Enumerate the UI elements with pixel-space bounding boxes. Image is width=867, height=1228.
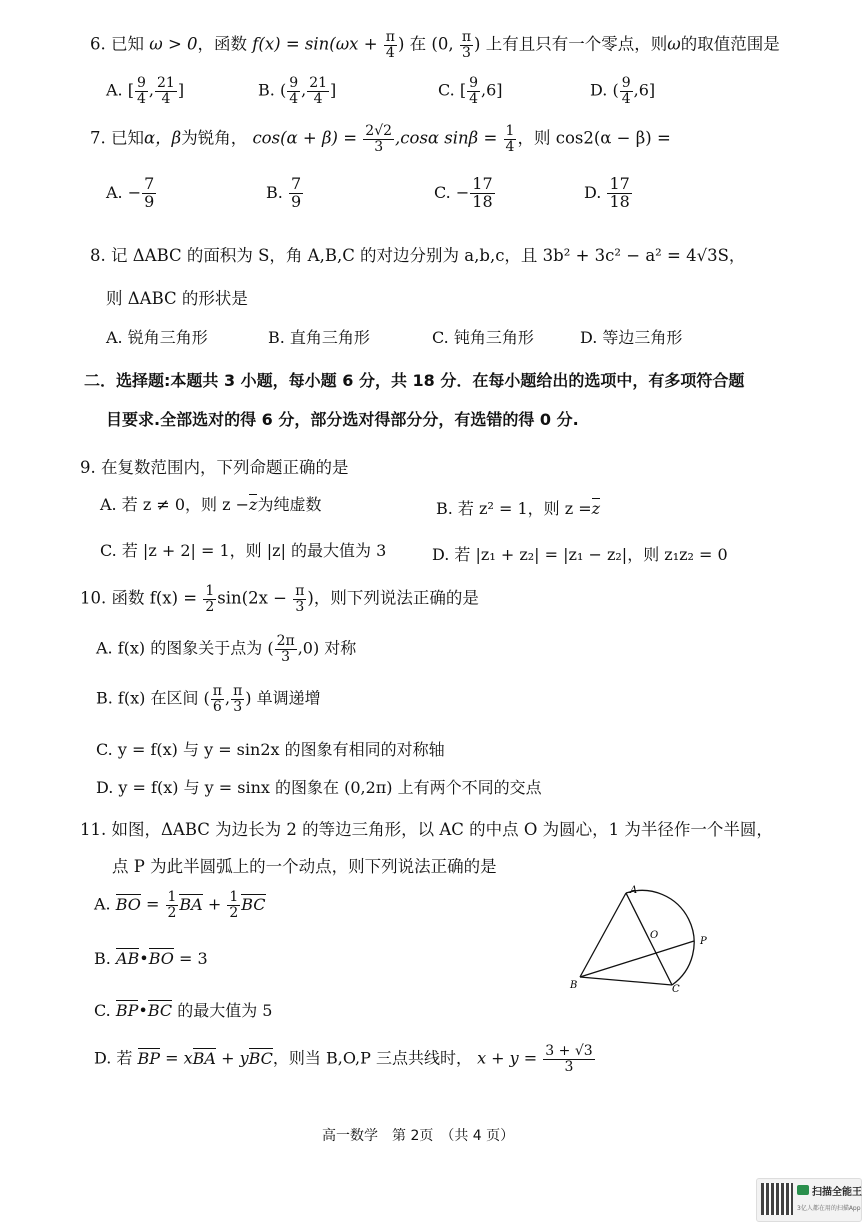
scanner-title: 扫描全能王 [812,1187,862,1198]
q7-option-b: B. $\frac{7}{9}$ [266,174,302,211]
q6-option-b: B. ( $\frac{9}{4}$ , $\frac{21}{4}$ ] [258,75,337,107]
qr-code-icon [761,1183,793,1215]
q6-option-c: C. [ $\frac{9}{4}$ ,6] [438,75,503,107]
q8-option-c: C. 钝角三角形 [432,328,534,347]
q11-option-b: B. AB•BO = 3 [94,949,208,968]
question-7-stem: 7. 已知α，β为锐角， cos(α + β) = $\frac{2√2}{3}$ ,cosα sinβ = $\frac{1}{4}$ ，则 cos2(α − β) = [90,123,671,155]
label-b: B [570,980,578,991]
q9-option-c: C. 若 |z + 2| = 1，则 |z| 的最大值为 3 [100,541,387,560]
scanner-subtitle: 3亿人都在用的扫描App [797,1205,861,1212]
section-2-heading-line1: 二．选择题:本题共 3 小题，每小题 6 分，共 18 分．在每小题给出的选项中，有多项符合题 [84,371,745,390]
question-8-line2: 则 ΔABC 的形状是 [106,289,248,308]
q8-option-d: D. 等边三角形 [580,328,683,347]
section-2-heading-line2: 目要求.全部选对的得 6 分，部分选对得部分分，有选错的得 0 分. [106,410,579,429]
label-c: C [672,984,680,995]
q9-option-d: D. 若 |z₁ + z₂| = |z₁ − z₂|，则 z₁z₂ = 0 [432,545,728,564]
question-11-line1: 11. 如图，ΔABC 为边长为 2 的等边三角形，以 AC 的中点 O 为圆心，1 为半径作一个半圆， [80,820,773,839]
label-p: P [700,936,707,947]
q6-option-a: A. [ $\frac{9}{4}$ , $\frac{21}{4}$ ] [106,75,185,107]
page-footer: 高一数学 第 2页 （共 4 页） [322,1128,515,1144]
q11-option-d: D. 若 BP = xBA + yBC，则当 B,O,P 三点共线时， x + y = $\frac{3 + √3}{3}$ [94,1043,593,1075]
question-10-stem: 10. 函数 f(x) = $\frac{1}{2}$ sin(2x − $\frac{\pi}{3}$ )，则下列说法正确的是 [80,583,479,615]
q7-option-a: A. − $\frac{7}{9}$ [106,174,155,211]
q9-option-b: B. 若 z² = 1，则 z =z [436,499,601,518]
scanner-logo-icon [797,1185,809,1195]
question-8-line1: 8. 记 ΔABC 的面积为 S，角 A,B,C 的对边分别为 a,b,c，且 3b² + 3c² − a² = 4√3S， [90,246,746,265]
q9-option-a: A. 若 z ≠ 0，则 z −z为纯虚数 [100,495,322,514]
question-9-stem: 9. 在复数范围内，下列命题正确的是 [80,458,349,477]
label-a: A [630,885,638,896]
q10-option-d: D. y = f(x) 与 y = sinx 的图象在 (0,2π) 上有两个不同的交点 [96,778,542,797]
fraction-pi-over-3: $\frac{\pi}{3}$ [461,29,472,61]
side-ac [626,893,672,985]
q7-option-c: C. − $\frac{17}{18}$ [434,174,493,211]
scanner-watermark [756,1178,862,1222]
q10-option-b: B. f(x) 在区间 ( $\frac{\pi}{6}$ , $\frac{\pi}{3}$ ) 单调递增 [96,683,321,715]
q10-option-c: C. y = f(x) 与 y = sin2x 的图象有相同的对称轴 [96,740,445,759]
question-6-stem: 6. 已知 ω > 0，函数 f(x) = sin(ωx + $\frac{\pi}{4}$ ) 在 (0, $\frac{\pi}{3}$ ) 上有且只有一个零点，则ω的取值范围是 [90,29,780,61]
semicircle-arc [626,890,694,985]
question-11-line2: 点 P 为此半圆弧上的一个动点，则下列说法正确的是 [112,857,497,876]
q11-option-c: C. BP•BC 的最大值为 5 [94,1001,273,1020]
q11-figure-triangle-semicircle [560,880,720,995]
q8-option-a: A. 锐角三角形 [106,328,208,347]
label-o: O [650,930,659,941]
q6-option-d: D. ( $\frac{9}{4}$ ,6] [590,75,656,107]
q8-option-b: B. 直角三角形 [268,328,370,347]
q7-option-d: D. $\frac{17}{18}$ [584,174,630,211]
side-bc [580,977,672,985]
q10-option-a: A. f(x) 的图象关于点为 ( $\frac{2\pi}{3}$ ,0) 对称 [96,633,357,665]
q11-option-a: A. BO = $\frac{1}{2}$ BA + $\frac{1}{2}$ BC [94,889,266,921]
fraction-pi-over-4: $\frac{\pi}{4}$ [385,29,395,61]
